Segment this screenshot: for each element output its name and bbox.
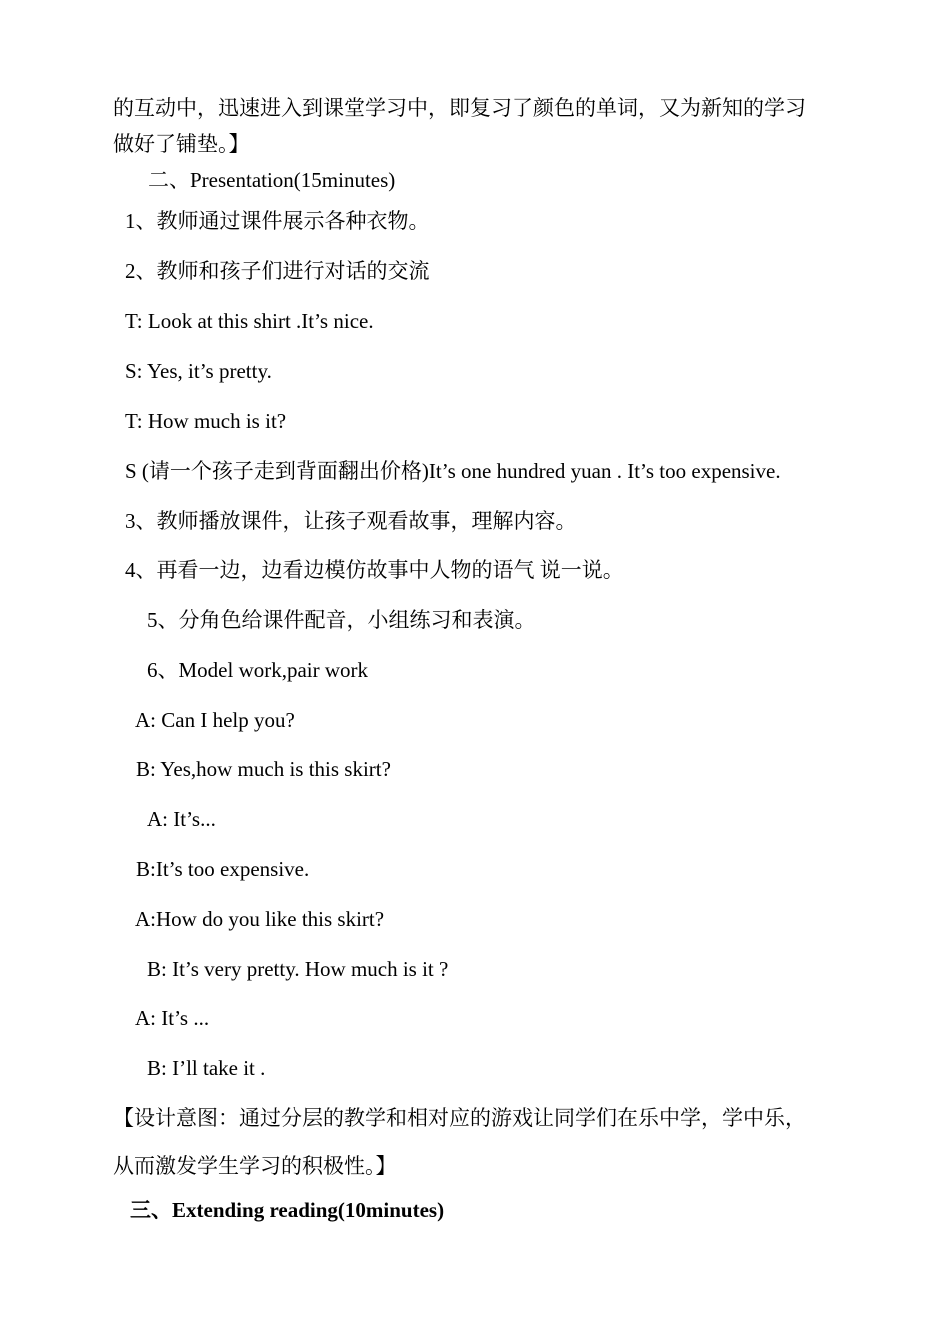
dialog2-line: A: Can I help you? — [135, 708, 295, 732]
design-intent-line-2: 从而激发学生学习的积极性。】 — [113, 1154, 397, 1178]
dialog2-line: B: It’s very pretty. How much is it ? — [147, 957, 449, 981]
step-6: 6、Model work,pair work — [147, 658, 369, 682]
intro-line-1: 的互动中，迅速进入到课堂学习中，即复习了颜色的单词，又为新知的学习 — [113, 96, 806, 120]
step-2: 2、教师和孩子们进行对话的交流 — [125, 259, 430, 283]
dialog1-line: T: Look at this shirt .It’s nice. — [125, 309, 374, 333]
intro-line-2: 做好了铺垫。】 — [113, 132, 250, 156]
dialog2-line: A: It’s... — [147, 807, 216, 831]
dialog2-line: A: It’s ... — [135, 1006, 210, 1030]
step-4: 4、再看一边，边看边模仿故事中人物的语气 说一说。 — [125, 558, 624, 582]
dialog1-line: S (请一个孩子走到背面翻出价格)It’s one hundred yuan . It’s too expensive. — [125, 459, 781, 483]
step-1: 1、教师通过课件展示各种衣物。 — [125, 209, 430, 233]
step-3: 3、教师播放课件，让孩子观看故事，理解内容。 — [125, 509, 577, 533]
section-2-heading: 二、Presentation(15minutes) — [148, 168, 396, 192]
dialog1-line: S: Yes, it’s pretty. — [125, 359, 272, 383]
dialog2-line: B: I’ll take it . — [147, 1056, 266, 1080]
design-intent-line-1: 【设计意图：通过分层的教学和相对应的游戏让同学们在乐中学，学中乐， — [113, 1106, 806, 1130]
section-3-heading: 三、Extending reading(10minutes) — [130, 1198, 445, 1222]
dialog1-line: T: How much is it? — [125, 409, 287, 433]
dialog2-line: B: Yes,how much is this skirt? — [136, 757, 391, 781]
dialog2-line: B:It’s too expensive. — [136, 857, 310, 881]
step-5: 5、分角色给课件配音，小组练习和表演。 — [147, 608, 536, 632]
dialog2-line: A:How do you like this skirt? — [135, 907, 385, 931]
